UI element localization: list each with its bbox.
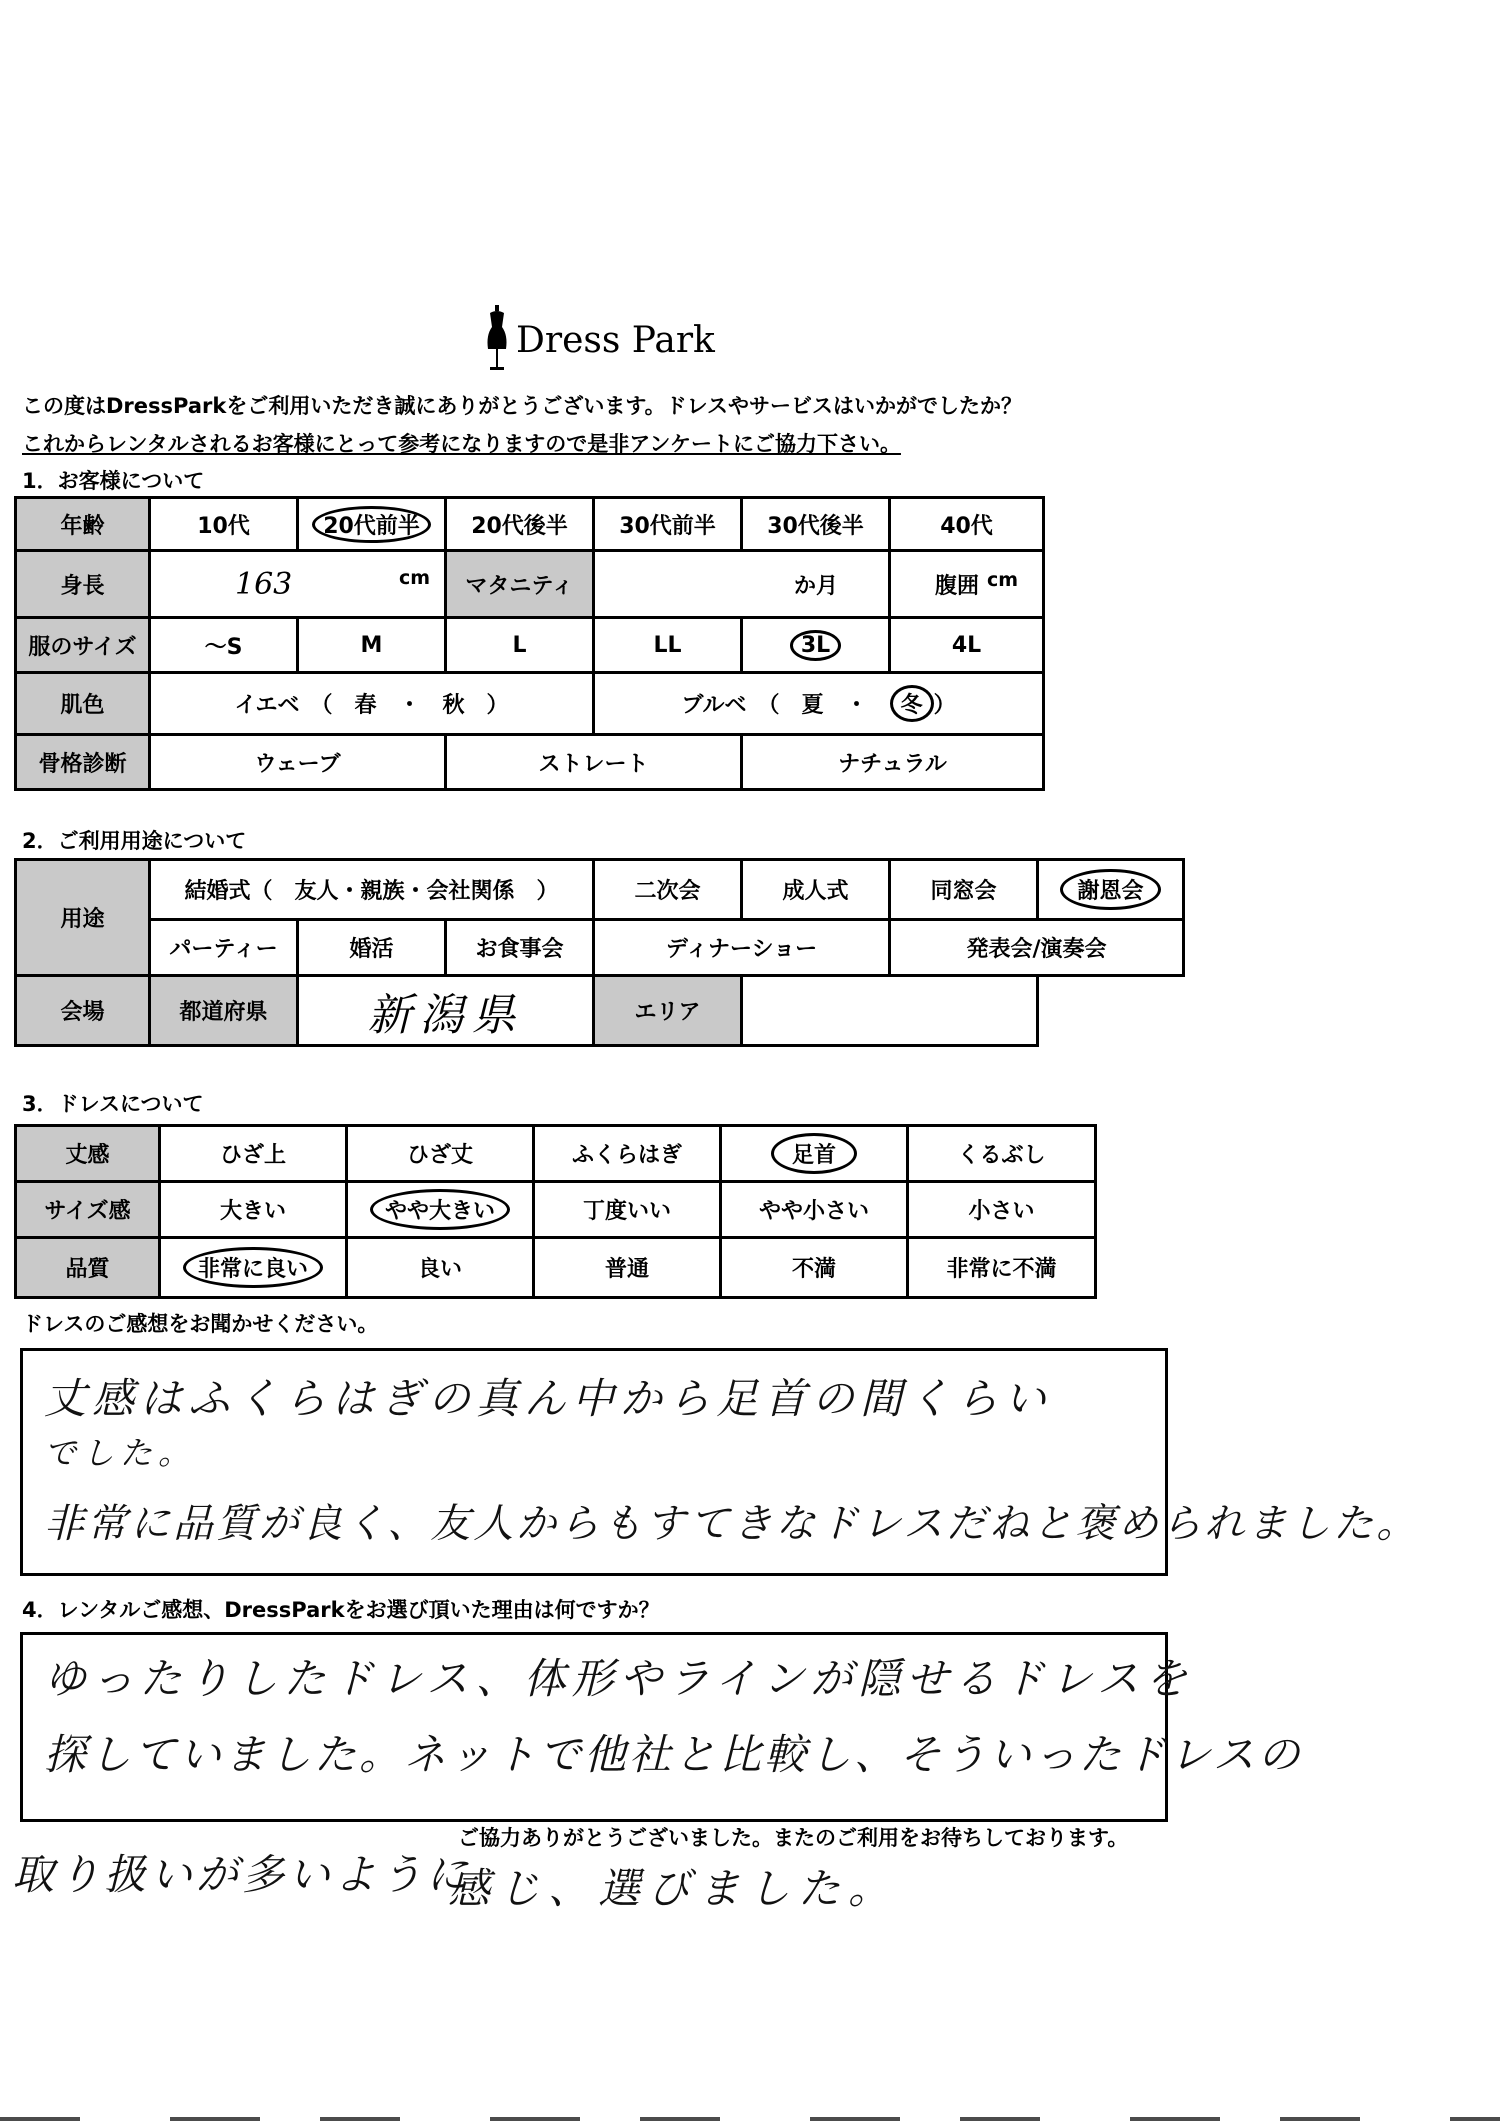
reason-line-3: 取り扱いが多いように	[12, 1850, 473, 1899]
usage-option[interactable]: 成人式	[742, 860, 890, 920]
quality-option-selected[interactable]	[160, 1238, 347, 1298]
skin-yellow-option[interactable]: イエベ （ 春 ・ 秋 ）	[150, 673, 594, 735]
frame-row	[16, 735, 1044, 790]
dress-comment-prompt: ドレスのご感想をお聞かせください。	[22, 1312, 379, 1336]
thank-you-message: ご協力ありがとうございました。またのご利用をお待ちしております。	[458, 1826, 1129, 1850]
frame-option[interactable]: ナチュラル	[742, 735, 1044, 790]
dress-comment-line-3: 非常に品質が良く、友人からもすてきなドレスだねと褒められました。	[44, 1501, 1420, 1547]
length-row	[16, 1126, 1096, 1182]
dress-comment-line-2: でした。	[44, 1434, 197, 1472]
age-option[interactable]: 10代	[150, 498, 298, 551]
wedding-option[interactable]: 結婚式（ 友人・親族・会社関係 ）	[150, 860, 594, 920]
area-field[interactable]	[742, 976, 1038, 1046]
waist-unit: cm	[986, 568, 1018, 591]
skin-blue-suffix: ）	[933, 693, 956, 718]
maternity-unit: か月	[793, 573, 838, 599]
quality-selected-mark: 非常に良い	[183, 1247, 323, 1288]
size-label: 服のサイズ	[16, 618, 150, 673]
usage-option[interactable]: 二次会	[594, 860, 742, 920]
fit-option-selected[interactable]	[347, 1182, 534, 1238]
size-option-selected[interactable]	[742, 618, 890, 673]
customer-table	[14, 496, 1045, 791]
size-selected-mark: 3L	[790, 630, 841, 661]
height-label: 身長	[16, 551, 150, 618]
age-label: 年齢	[16, 498, 150, 551]
size-option[interactable]: ～S	[150, 618, 298, 673]
height-row	[16, 551, 1044, 618]
size-option[interactable]: L	[446, 618, 594, 673]
maternity-field[interactable]	[594, 551, 890, 618]
reason-line-4: 感じ、選びました。	[448, 1864, 899, 1913]
age-selected-mark: 20代前半	[312, 506, 431, 543]
usage-row-2	[16, 920, 1184, 976]
usage-option[interactable]: 同窓会	[890, 860, 1038, 920]
frame-option[interactable]: ストレート	[446, 735, 742, 790]
prefecture-label: 都道府県	[150, 976, 298, 1046]
skin-label: 肌色	[16, 673, 150, 735]
length-option[interactable]: ひざ上	[160, 1126, 347, 1182]
usage-option[interactable]: 発表会/演奏会	[890, 920, 1184, 976]
dress-comment-line-1: 丈感はふくらはぎの真ん中から足首の間くらい	[44, 1374, 1053, 1423]
footer-scan-line	[0, 2117, 1500, 2121]
fit-label: サイズ感	[16, 1182, 160, 1238]
age-option[interactable]: 30代後半	[742, 498, 890, 551]
fit-row	[16, 1182, 1096, 1238]
skin-blue-prefix: ブルベ （ 夏 ・	[681, 693, 890, 718]
age-option[interactable]: 30代前半	[594, 498, 742, 551]
quality-row	[16, 1238, 1096, 1298]
quality-option[interactable]: 非常に不満	[908, 1238, 1096, 1298]
reason-line-2: 探していました。ネットで他社と比較し、そういったドレスの	[44, 1730, 1303, 1779]
waist-label: 腹囲	[935, 573, 980, 599]
venue-label: 会場	[16, 976, 150, 1046]
dresspark-logo	[484, 300, 715, 380]
fit-selected-mark: やや大きい	[370, 1189, 510, 1230]
usage-option[interactable]: パーティー	[150, 920, 298, 976]
usage-option[interactable]: お食事会	[446, 920, 594, 976]
size-option[interactable]: 4L	[890, 618, 1044, 673]
length-option[interactable]: ひざ丈	[347, 1126, 534, 1182]
quality-option[interactable]: 不満	[721, 1238, 908, 1298]
area-label: エリア	[594, 976, 742, 1046]
size-option[interactable]: M	[298, 618, 446, 673]
waist-field[interactable]	[890, 551, 1044, 618]
quality-option[interactable]: 良い	[347, 1238, 534, 1298]
venue-row	[16, 976, 1184, 1046]
quality-label: 品質	[16, 1238, 160, 1298]
intro-line-2: これからレンタルされるお客様にとって参考になりますので是非アンケートにご協力下さい。	[22, 432, 901, 456]
fit-option[interactable]: 大きい	[160, 1182, 347, 1238]
usage-selected-mark: 謝恩会	[1060, 869, 1160, 910]
height-unit: cm	[398, 566, 430, 589]
length-option-selected[interactable]	[721, 1126, 908, 1182]
frame-label: 骨格診断	[16, 735, 150, 790]
size-row	[16, 618, 1044, 673]
usage-option[interactable]: 婚活	[298, 920, 446, 976]
maternity-label: マタニティ	[446, 551, 594, 618]
fit-option[interactable]: やや小さい	[721, 1182, 908, 1238]
fit-option[interactable]: 小さい	[908, 1182, 1096, 1238]
age-option[interactable]: 40代	[890, 498, 1044, 551]
prefecture-value: 新潟県	[367, 989, 524, 1041]
usage-table	[14, 858, 1185, 1047]
intro-line-1: この度はDressParkをご利用いただき誠にありがとうございます。ドレスやサービスはいかがでしたか？	[22, 394, 1023, 418]
age-row	[16, 498, 1044, 551]
usage-label: 用途	[16, 860, 150, 976]
age-option[interactable]: 20代後半	[446, 498, 594, 551]
length-option[interactable]: ふくらはぎ	[534, 1126, 721, 1182]
size-option[interactable]: LL	[594, 618, 742, 673]
section-2-title: 2．ご利用用途について	[22, 829, 247, 853]
length-label: 丈感	[16, 1126, 160, 1182]
fit-option[interactable]: 丁度いい	[534, 1182, 721, 1238]
height-value: 163	[235, 566, 293, 602]
usage-option-selected[interactable]	[1038, 860, 1184, 920]
skin-winter-selected: 冬	[890, 685, 934, 722]
age-option-selected[interactable]	[298, 498, 446, 551]
length-option[interactable]: くるぶし	[908, 1126, 1096, 1182]
dress-table	[14, 1124, 1097, 1299]
quality-option[interactable]: 普通	[534, 1238, 721, 1298]
section-3-title: 3．ドレスについて	[22, 1092, 204, 1116]
section-1-title: 1．お客様について	[22, 469, 205, 493]
dress-form-icon	[484, 305, 510, 375]
logo-text: Dress Park	[516, 319, 715, 361]
length-selected-mark: 足首	[771, 1133, 857, 1174]
usage-option[interactable]: ディナーショー	[594, 920, 890, 976]
venue-row-empty	[1038, 976, 1184, 1046]
prefecture-field[interactable]	[298, 976, 594, 1046]
reason-line-1: ゆったりしたドレス、体形やラインが隠せるドレスを	[44, 1654, 1194, 1703]
frame-option[interactable]: ウェーブ	[150, 735, 446, 790]
section-4-title: 4．レンタルご感想、DressParkをお選び頂いた理由は何ですか？	[22, 1598, 660, 1622]
height-field[interactable]	[150, 551, 446, 618]
skin-blue-option[interactable]	[594, 673, 1044, 735]
usage-row-1	[16, 860, 1184, 920]
skin-row	[16, 673, 1044, 735]
